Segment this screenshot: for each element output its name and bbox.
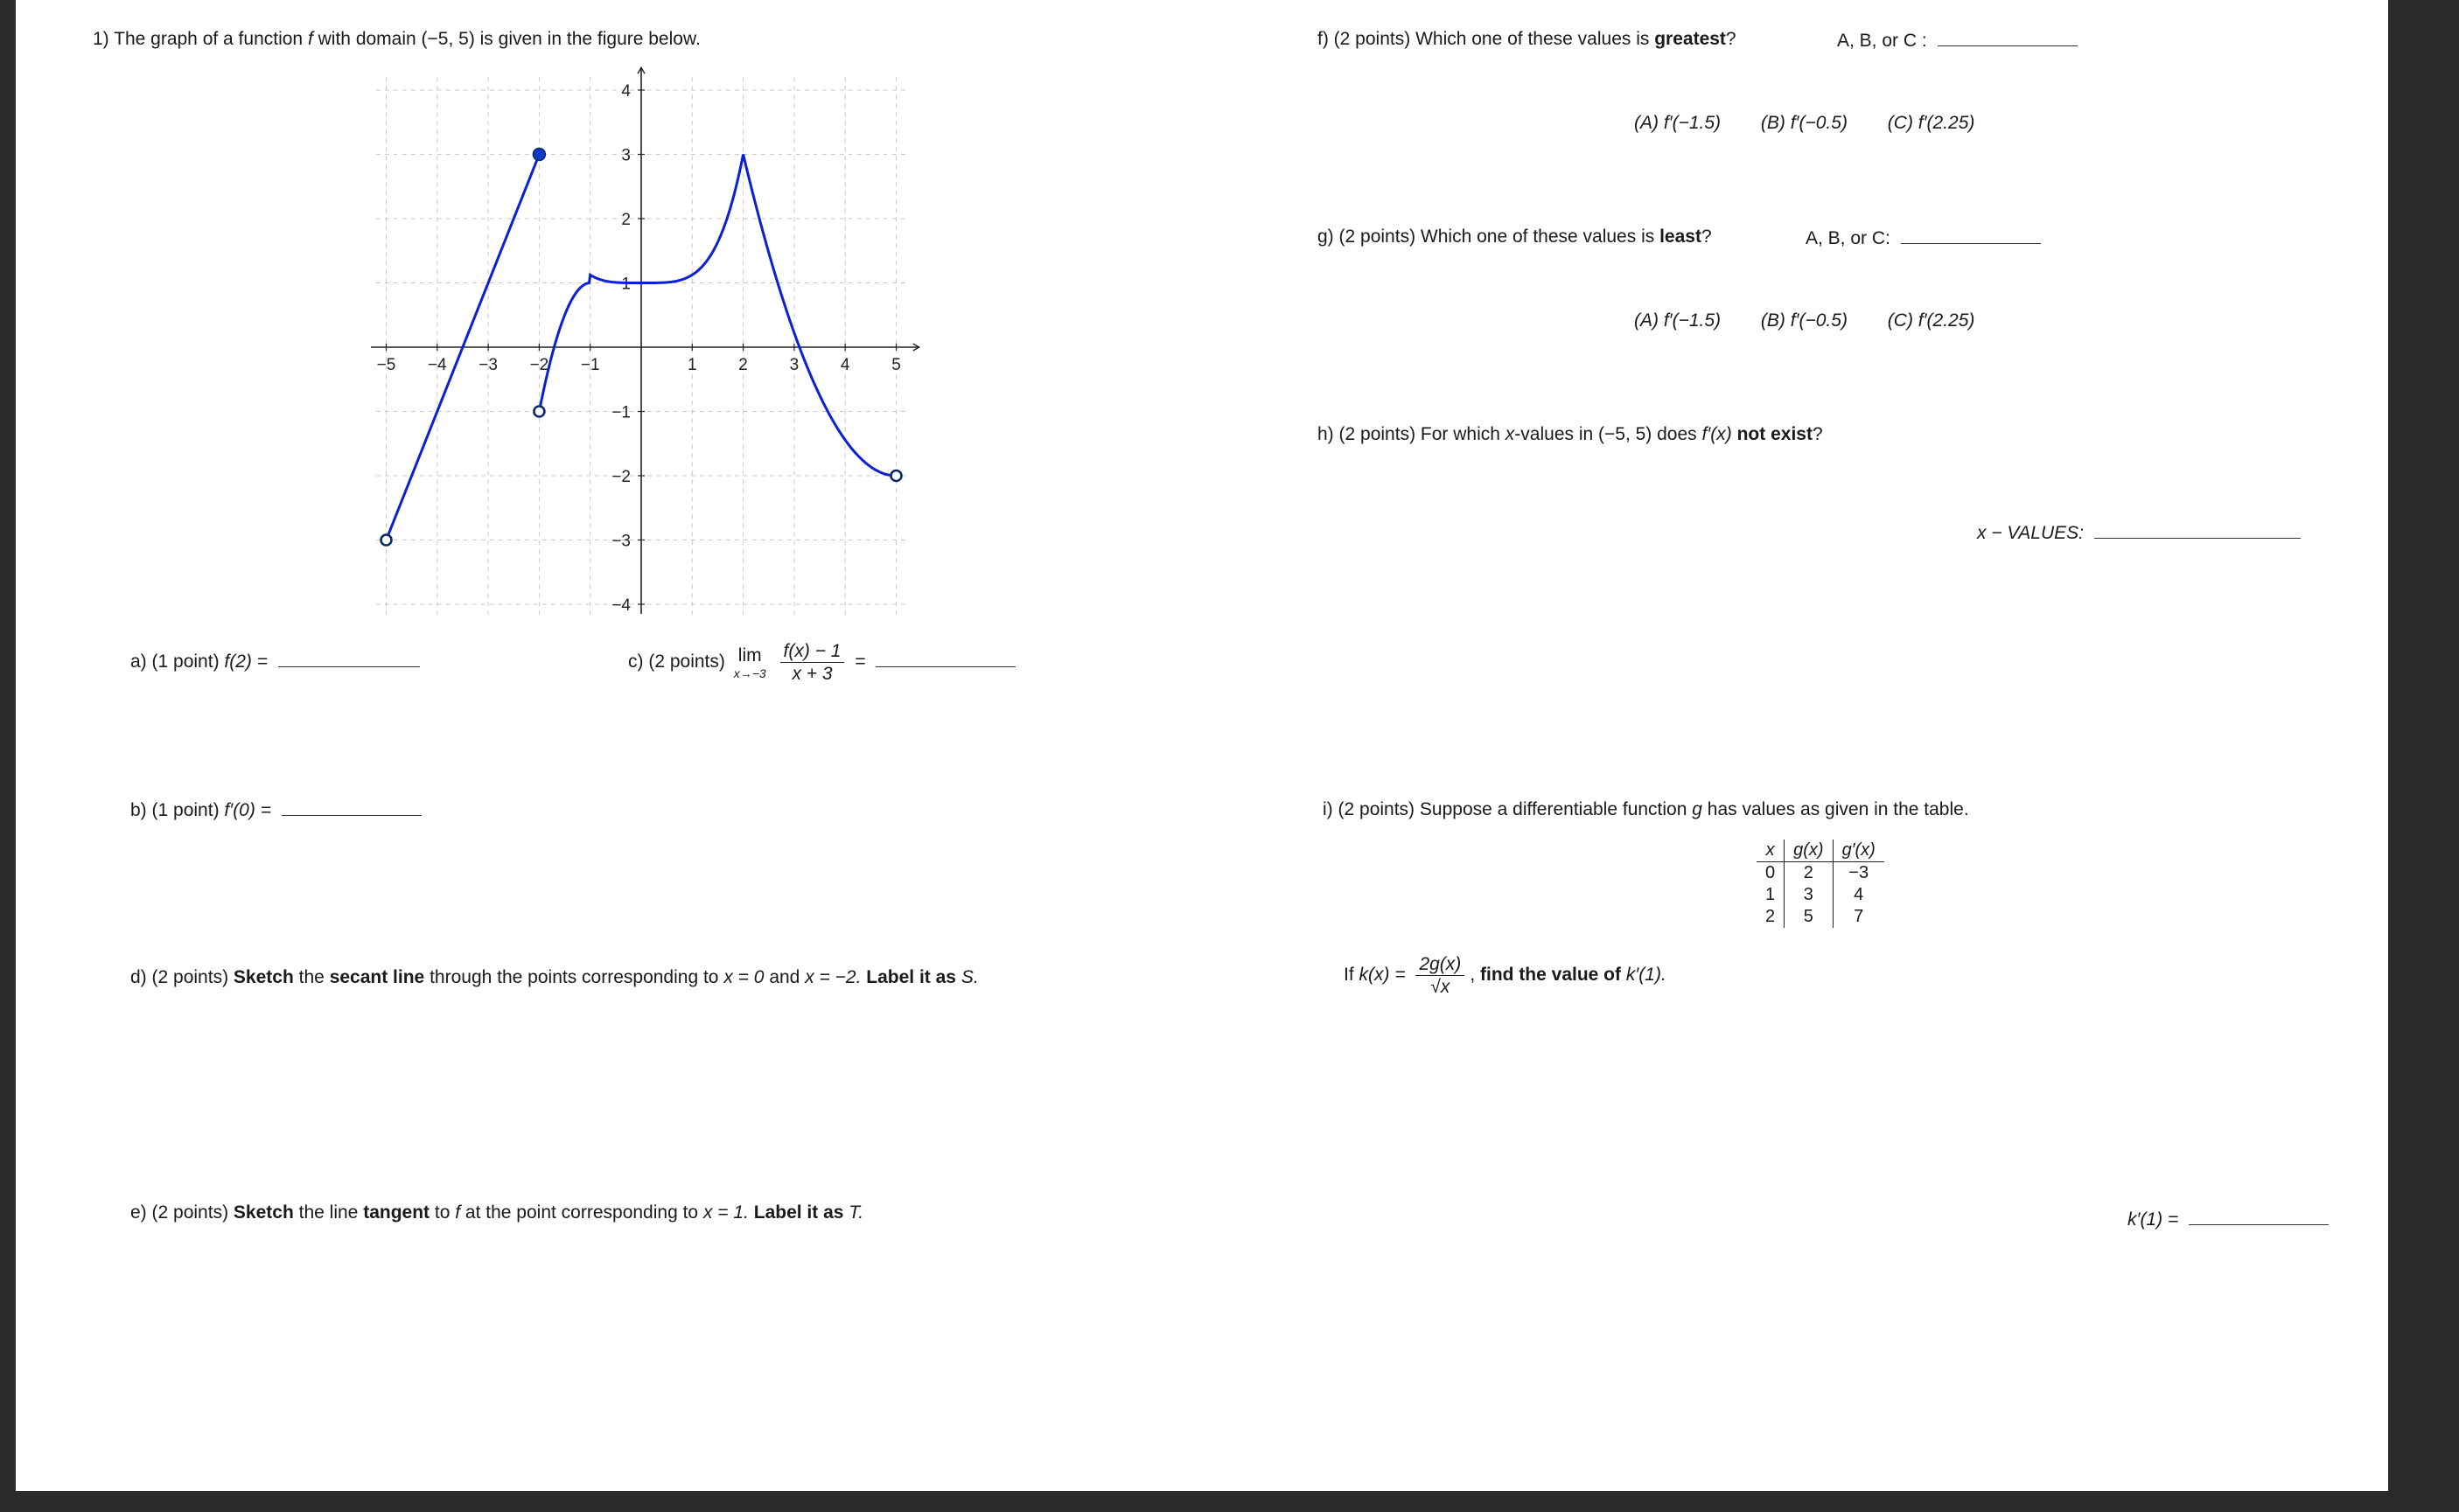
x-tick-label: 2 xyxy=(738,356,748,374)
part-h-fprime: f′(x) xyxy=(1701,424,1732,444)
x-tick-label: −1 xyxy=(580,356,600,374)
y-tick-label: 1 xyxy=(621,275,631,294)
part-c-label: c) xyxy=(628,651,644,672)
part-h-points: (2 points) xyxy=(1338,424,1416,444)
intro-rest: with domain (−5, 5) is given in the figure below. xyxy=(318,29,701,49)
part-f-label: f) xyxy=(1317,29,1329,49)
part-e-label-it: Label it as xyxy=(753,1202,844,1223)
table-row xyxy=(1757,906,1884,928)
part-f-answer-blank[interactable] xyxy=(1938,28,2078,46)
part-e-x1: x = 1. xyxy=(702,1202,749,1223)
table-cell: 2 xyxy=(1785,862,1833,885)
part-i-q1: Suppose a differentiable function xyxy=(1419,799,1687,819)
part-f-q3: ? xyxy=(1725,29,1736,49)
open-endpoint xyxy=(534,407,544,417)
open-endpoint xyxy=(381,535,392,546)
part-d-label: d) xyxy=(130,967,147,987)
k-comma: , xyxy=(1470,965,1476,986)
y-tick-label: −2 xyxy=(611,468,631,486)
part-e-to: to xyxy=(434,1202,451,1223)
table-cell: −3 xyxy=(1848,863,1869,882)
y-tick-labels xyxy=(611,82,631,615)
part-b-label: b) xyxy=(130,800,147,820)
table-cell: 0 xyxy=(1757,862,1785,885)
part-i-points: (2 points) xyxy=(1338,799,1415,819)
open-endpoint xyxy=(891,470,902,481)
closed-endpoint xyxy=(533,149,545,161)
k-denominator: √x xyxy=(1430,977,1450,998)
part-g-choice-a: (A) f′(−1.5) xyxy=(1634,310,1722,331)
part-b xyxy=(130,798,422,821)
k-if: If xyxy=(1344,965,1354,986)
worksheet-page xyxy=(16,0,2388,1491)
part-d-w2: the xyxy=(298,967,325,987)
x-tick-label: −4 xyxy=(427,356,447,374)
part-h-answer-blank[interactable] xyxy=(2094,520,2301,539)
part-e-label: e) xyxy=(130,1202,147,1223)
lim-subscript: x→−3 xyxy=(733,665,766,680)
curve-segment-smooth xyxy=(539,155,896,477)
part-g-least: least xyxy=(1659,226,1701,247)
part-c-points: (2 points) xyxy=(648,651,725,672)
part-d xyxy=(130,966,979,988)
part-e-w2: the line xyxy=(298,1202,359,1223)
part-g-choice-b: (B) f′(−0.5) xyxy=(1760,310,1848,331)
x-tick-label: −3 xyxy=(479,356,498,374)
table-row xyxy=(1757,862,1884,885)
part-a-answer-blank[interactable] xyxy=(278,649,420,667)
part-e-w6: at the point corresponding to xyxy=(465,1202,699,1223)
part-f-greatest: greatest xyxy=(1654,29,1726,49)
part-d-secant: secant line xyxy=(329,967,425,987)
fraction-denominator: x + 3 xyxy=(792,664,833,685)
table-cell: 5 xyxy=(1785,906,1833,928)
problem-intro xyxy=(93,28,701,50)
part-h-answer xyxy=(1977,520,2301,544)
table-cell: 2 xyxy=(1757,906,1785,928)
y-tick-label: −3 xyxy=(611,532,631,551)
part-g-answer-label: A, B, or C: xyxy=(1806,228,1890,248)
x-tick-label: −5 xyxy=(376,356,396,374)
part-c-equals: = xyxy=(855,651,866,672)
part-d-s: S. xyxy=(961,967,979,987)
fraction-numerator: f(x) − 1 xyxy=(780,640,845,663)
part-i-q3: has values as given in the table. xyxy=(1707,799,1969,819)
part-g-choice-c: (C) f′(2.25) xyxy=(1887,310,1975,331)
part-i-label: i) xyxy=(1323,799,1333,819)
part-b-points: (1 point) xyxy=(151,800,220,820)
function-graph xyxy=(348,61,926,630)
table-header-gx: g(x) xyxy=(1785,840,1833,862)
part-f-answer xyxy=(1837,28,2078,52)
part-d-sketch: Sketch xyxy=(233,967,294,987)
part-g-answer-blank[interactable] xyxy=(1901,226,2041,244)
y-tick-label: 4 xyxy=(621,82,631,101)
part-a-expr: f(2) = xyxy=(224,651,269,672)
k-find-text: find the value of xyxy=(1480,965,1622,986)
part-f-points: (2 points) xyxy=(1333,29,1411,49)
y-tick-label: −1 xyxy=(611,403,631,422)
part-a-label: a) xyxy=(130,651,147,672)
part-e-sketch: Sketch xyxy=(233,1202,294,1223)
part-g-q1: Which one of these values is xyxy=(1420,226,1655,247)
part-d-xm2: x = −2. xyxy=(805,967,862,987)
part-h xyxy=(1317,423,1823,445)
part-g-q3: ? xyxy=(1701,226,1712,247)
table-cell: 4 xyxy=(1854,885,1864,904)
function-name: f xyxy=(307,29,313,49)
graph-axes xyxy=(371,67,919,614)
table-cell: 3 xyxy=(1785,884,1833,906)
y-tick-label: 3 xyxy=(621,146,631,165)
part-g-points: (2 points) xyxy=(1338,226,1416,247)
k-numerator: 2g(x) xyxy=(1415,953,1464,976)
part-h-x: x xyxy=(1505,424,1515,444)
table-header-x: x xyxy=(1757,840,1785,862)
part-g-label: g) xyxy=(1317,226,1334,247)
x-tick-label: 5 xyxy=(891,356,901,374)
table-row xyxy=(1757,884,1884,906)
part-d-and: and xyxy=(769,967,800,987)
part-a-points: (1 point) xyxy=(151,651,220,672)
part-f-choice-a: (A) f′(−1.5) xyxy=(1634,113,1722,133)
part-a xyxy=(130,649,420,672)
part-f-q1: Which one of these values is xyxy=(1415,29,1650,49)
part-c-answer-blank[interactable] xyxy=(876,649,1016,667)
part-e-t: T. xyxy=(849,1202,864,1223)
part-g-choices xyxy=(1634,310,2009,331)
part-f-answer-label: A, B, or C : xyxy=(1837,31,1927,51)
part-h-q6: ? xyxy=(1812,424,1823,444)
k-function: k(x) = xyxy=(1359,965,1406,986)
intro-text: 1) The graph of a function xyxy=(93,29,304,49)
part-g-answer xyxy=(1806,226,2041,249)
part-i-g: g xyxy=(1692,799,1702,819)
table-cell: 1 xyxy=(1757,884,1785,906)
part-f-choice-c: (C) f′(2.25) xyxy=(1887,113,1975,133)
table-cell: 7 xyxy=(1854,907,1864,926)
x-tick-label: 3 xyxy=(789,356,800,374)
table-header-gprime: g′(x) xyxy=(1833,840,1884,862)
part-h-not-exist: not exist xyxy=(1736,424,1813,444)
part-h-label: h) xyxy=(1317,424,1334,444)
part-f xyxy=(1317,28,1736,50)
part-h-q1: For which xyxy=(1420,424,1500,444)
part-g xyxy=(1317,226,1712,247)
part-h-q3: -values in (−5, 5) does xyxy=(1514,424,1697,444)
part-d-x0: x = 0 xyxy=(723,967,765,987)
part-i xyxy=(1323,798,1969,820)
y-tick-label: 2 xyxy=(621,211,631,229)
part-d-w4: through the points corresponding to xyxy=(430,967,719,987)
x-tick-label: 1 xyxy=(688,356,697,374)
x-tick-label: 4 xyxy=(840,356,850,374)
part-c xyxy=(628,640,1016,685)
x-tick-label: −2 xyxy=(529,356,549,374)
part-b-answer-blank[interactable] xyxy=(282,798,422,816)
part-e-tangent: tangent xyxy=(363,1202,430,1223)
part-d-label-it: Label it as xyxy=(866,967,956,987)
lim-text: lim xyxy=(737,645,762,665)
part-i-answer xyxy=(2127,1207,2329,1230)
part-f-choice-b: (B) f′(−0.5) xyxy=(1760,113,1848,133)
part-b-expr: f′(0) = xyxy=(224,800,271,820)
part-e-points: (2 points) xyxy=(151,1202,229,1223)
part-i-answer-blank[interactable] xyxy=(2189,1207,2329,1225)
g-values-table xyxy=(1757,840,1884,928)
k-fraction xyxy=(1415,953,1464,998)
limit-operator xyxy=(734,645,766,681)
part-i-answer-label: k′(1) = xyxy=(2127,1209,2179,1230)
part-h-answer-label: x − VALUES: xyxy=(1977,523,2084,543)
part-d-points: (2 points) xyxy=(151,967,229,987)
limit-fraction xyxy=(780,640,845,685)
table-header-row xyxy=(1757,840,1884,862)
part-e-f: f xyxy=(455,1202,461,1223)
part-e xyxy=(130,1202,863,1223)
k-target: k′(1). xyxy=(1625,965,1666,986)
k-definition xyxy=(1344,953,1666,998)
part-f-choices xyxy=(1634,112,2009,134)
y-tick-label: −4 xyxy=(611,596,631,615)
